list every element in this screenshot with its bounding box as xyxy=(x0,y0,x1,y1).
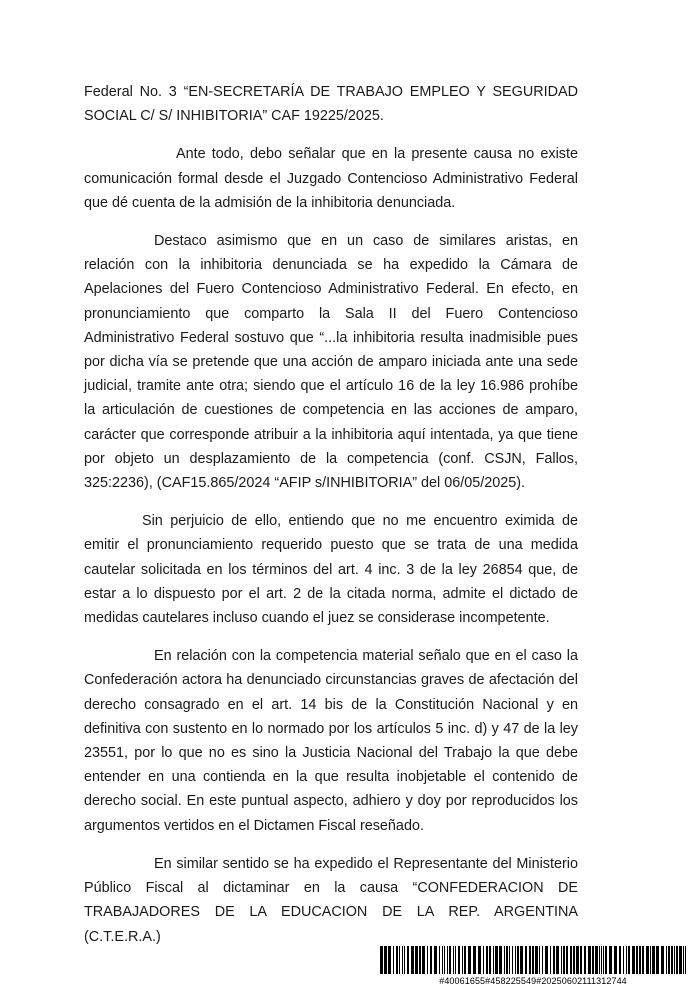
barcode-number: #40061655#458225549#20250602111312744 xyxy=(439,976,627,986)
paragraph-case-caption: Federal No. 3 “EN-SECRETARÍA DE TRABAJO EMPLEO Y SEGURIDAD SOCIAL C/ S/ INHIBITORIA” CAF 19225/2025. xyxy=(84,84,578,125)
barcode-graphic xyxy=(380,946,686,974)
paragraph-appeals-chamber: Destaco asimismo que en un caso de similares aristas, en relación con la inhibitoria denunciada se ha expedido la Cámara de Apelaciones del Fuero Contencioso Administrativo Federal. En efecto, en pronunciamiento que comparto la Sala II del Fuero Contencioso Administrativo Federal sostuvo que “...la inhibitoria resulta inadmisible pues por dicha vía se pretende que una acción de amparo iniciada ante una sede judicial, tramite ante otra; siendo que el artículo 16 de la ley 16.986 prohíbe la articulación de cuestiones de competencia en las acciones de amparo, carácter que corresponde atribuir a la inhibitoria aquí intentada, ya que tiene por objeto un desplazamiento de la competencia (conf. CSJN, Fallos, 325:2236), (CAF15.865/2024 “AFIP s/INHIBITORIA” del 06/05/2025). xyxy=(84,233,578,492)
paragraph-fiscal-opinion: En similar sentido se ha expedido el Representante del Ministerio Público Fiscal al dictaminar en la causa “CONFEDERACION DE TRABAJADORES DE LA EDUCACION DE LA REP. ARGENTINA (C.T.E.R.A.) xyxy=(84,855,578,945)
paragraph-material-competence: En relación con la competencia material señalo que en el caso la Confederación actora ha denunciado circunstancias graves de afectación del derecho consagrado en el art. 14 bis de la Constitución Nacional y en definitiva con sustento en lo normado por los artículos 5 inc. d) y 47 de la ley 23551, por lo que no es sino la Justicia Nacional del Trabajo la que debe entender en una contienda en la que resulta inobjetable el contenido de derecho social. En este puntual aspecto, adhiero y doy por reproducidos los argumentos vertidos en el Dictamen Fiscal reseñado. xyxy=(84,648,578,834)
paragraph-no-communication: Ante todo, debo señalar que en la presente causa no existe comunicación formal desde el Juzgado Contencioso Administrativo Federal que dé cuenta de la admisión de la inhibitoria denunciada. xyxy=(84,146,578,211)
paragraph-precautionary-measure: Sin perjuicio de ello, entiendo que no me encuentro eximida de emitir el pronunciamiento requerido puesto que se trata de una medida cautelar solicitada en los términos del art. 4 inc. 3 de la ley 26854 que, de estar a lo dispuesto por el art. 2 de la citada norma, admite el dictado de medidas cautelares incluso cuando el juez se considerase incompetente. xyxy=(84,513,578,627)
barcode xyxy=(380,946,686,988)
document-body xyxy=(84,80,578,963)
